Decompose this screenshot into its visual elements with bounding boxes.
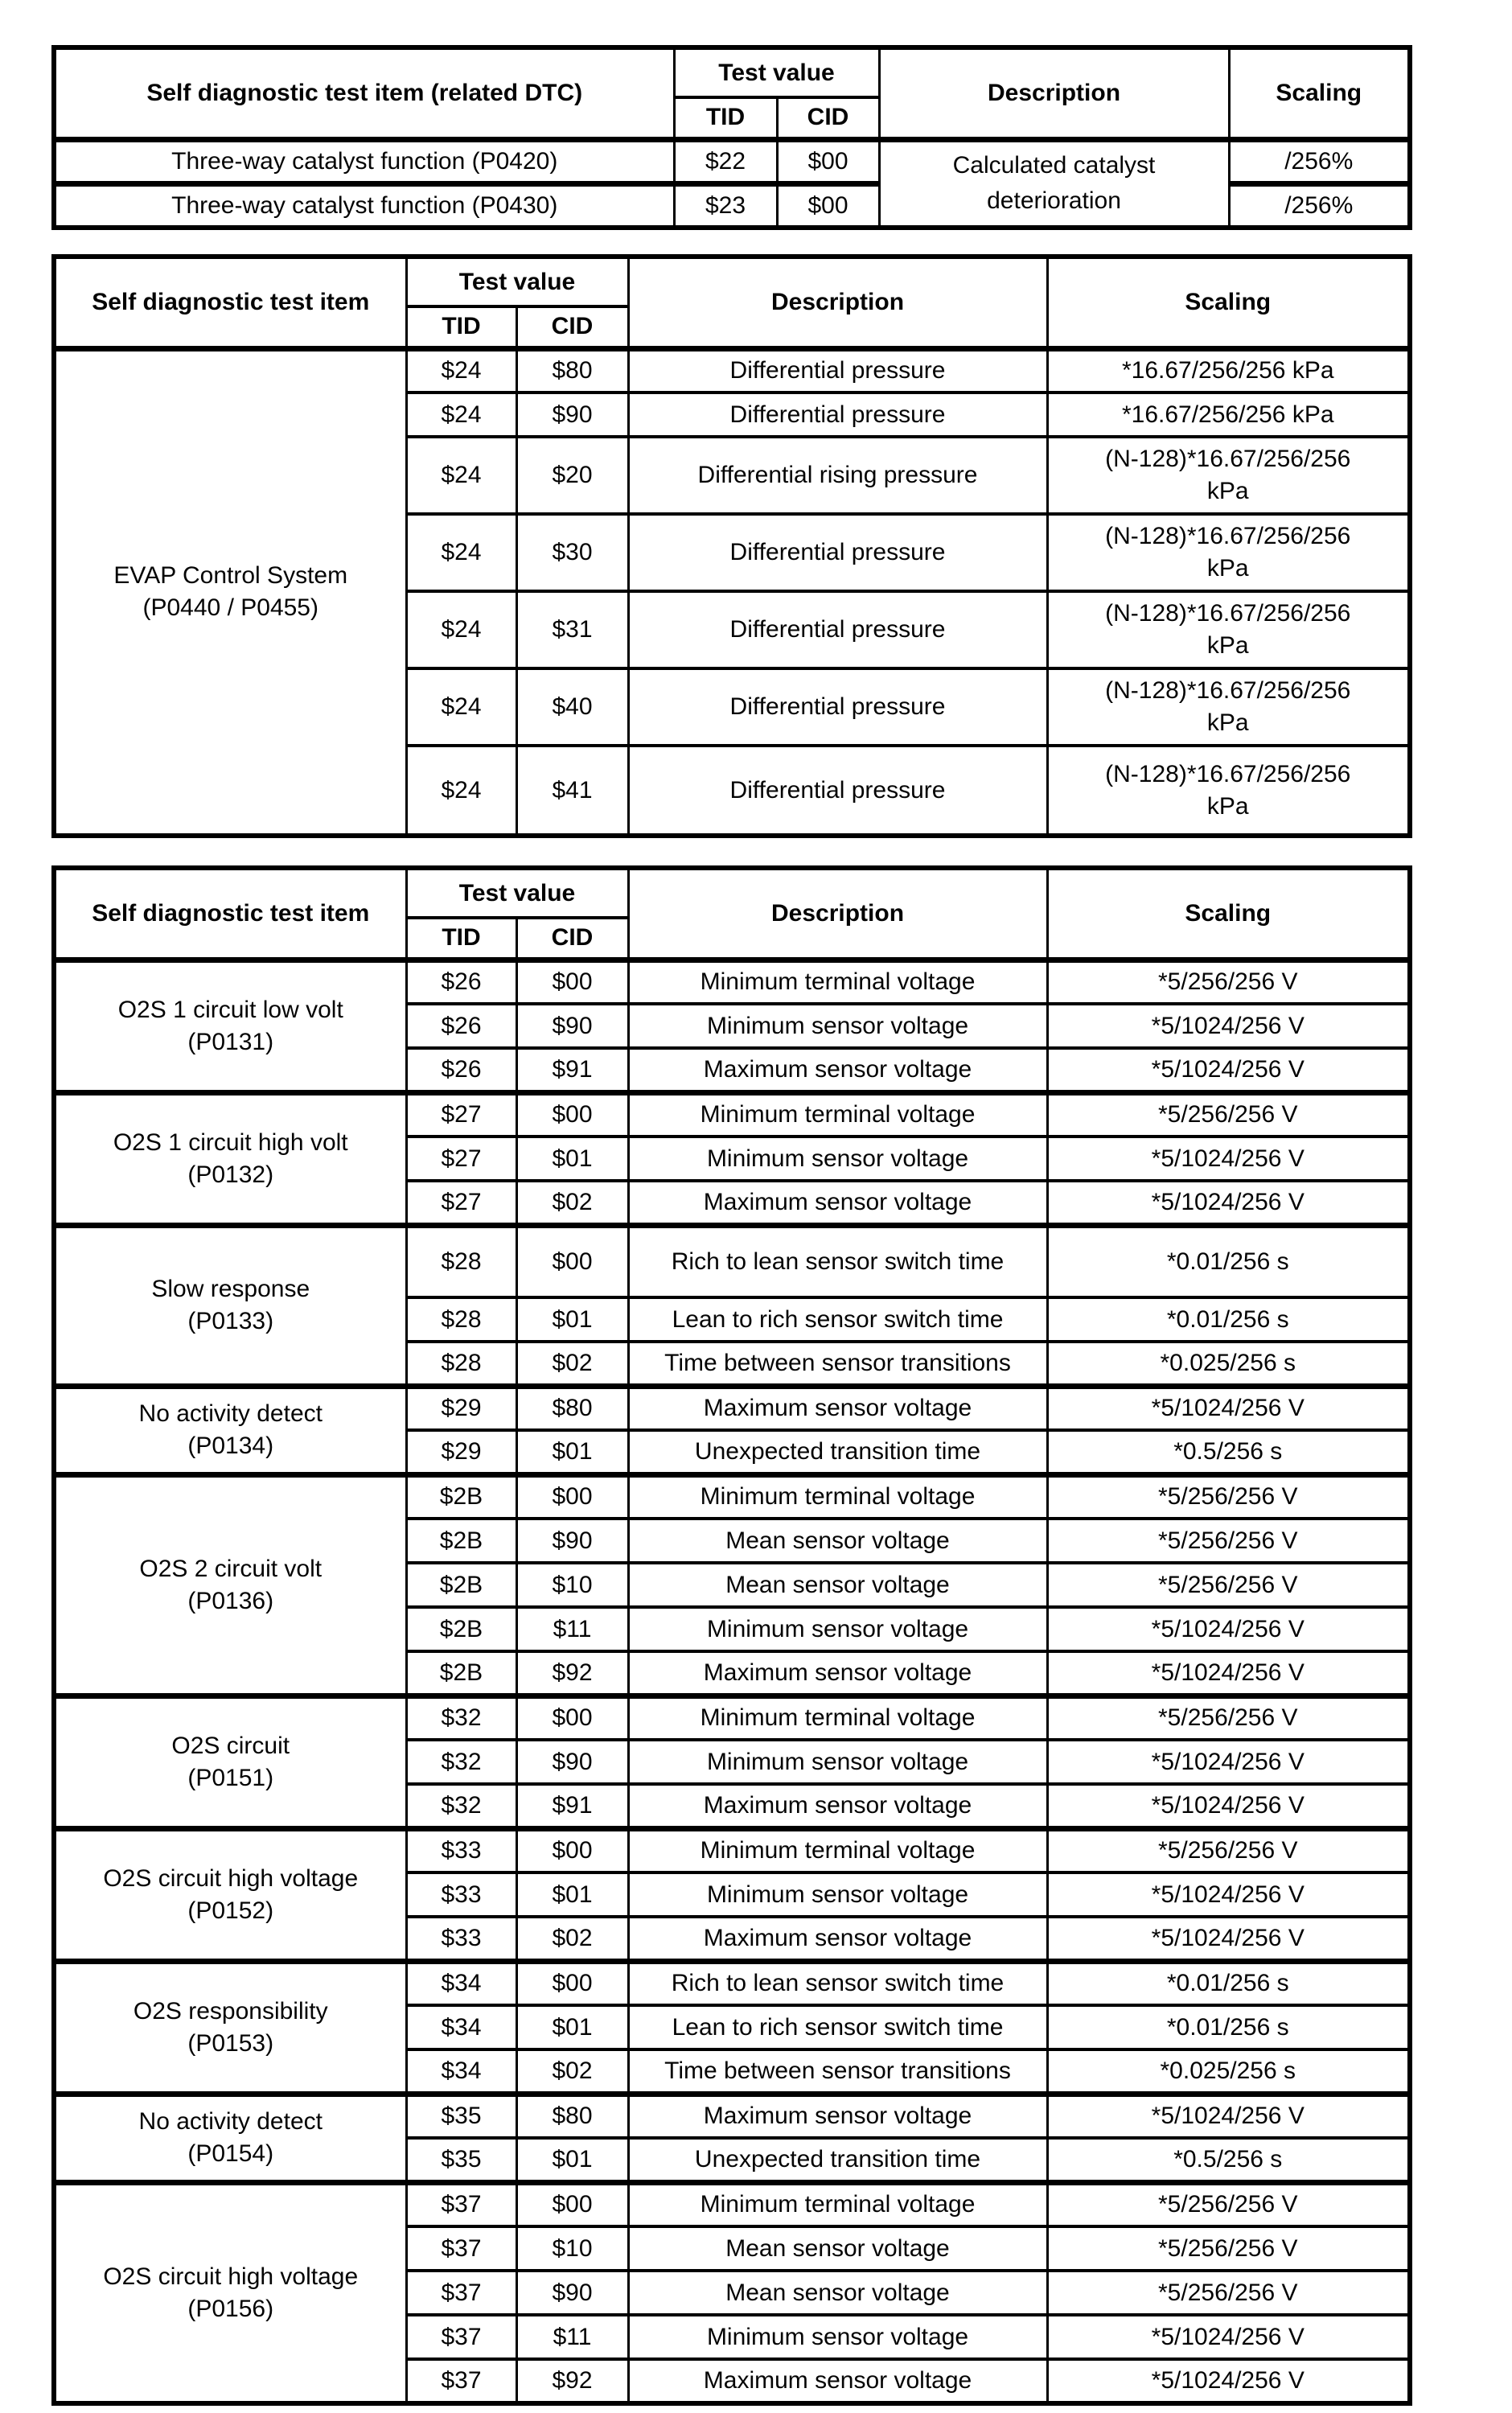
description-cell: Differential pressure [628, 393, 1047, 437]
table-row [54, 1696, 1410, 1740]
tid-cell: $2B [406, 1651, 516, 1696]
cid-cell: $90 [516, 393, 628, 437]
tid-cell: $37 [406, 2226, 516, 2271]
tid-cell: $29 [406, 1386, 516, 1430]
scaling-cell: *0.01/256 s [1047, 1297, 1410, 1342]
cid-cell: $00 [516, 1225, 628, 1297]
item-cell: O2S circuit high voltage (P0152) [54, 1828, 406, 1961]
table-row [54, 960, 1410, 1004]
tid-cell: $26 [406, 960, 516, 1004]
item-cell: O2S 2 circuit volt (P0136) [54, 1474, 406, 1696]
cid-cell: $00 [777, 183, 879, 228]
tid-cell: $23 [674, 183, 777, 228]
description-cell: Differential pressure [628, 591, 1047, 668]
column-header-tid: TID [406, 306, 516, 348]
description-cell: Maximum sensor voltage [628, 1651, 1047, 1696]
cid-cell: $90 [516, 1519, 628, 1563]
scaling-cell: *5/256/256 V [1047, 2226, 1410, 2271]
scaling-cell: /256% [1229, 183, 1410, 228]
table-row [54, 1386, 1410, 1430]
tid-cell: $37 [406, 2359, 516, 2403]
tid-cell: $24 [406, 668, 516, 746]
scaling-cell: (N-128)*16.67/256/256 kPa [1047, 591, 1410, 668]
scaling-cell: *5/256/256 V [1047, 1696, 1410, 1740]
column-header-description: Description [879, 47, 1229, 139]
scaling-cell: *5/1024/256 V [1047, 1872, 1410, 1917]
scaling-cell: *5/1024/256 V [1047, 1386, 1410, 1430]
tid-cell: $28 [406, 1342, 516, 1386]
column-header-description: Description [628, 868, 1047, 960]
cid-cell: $30 [516, 514, 628, 591]
table-row [54, 139, 1410, 183]
description-cell: Minimum sensor voltage [628, 1872, 1047, 1917]
cid-cell: $31 [516, 591, 628, 668]
description-cell: Maximum sensor voltage [628, 1181, 1047, 1225]
item-cell: EVAP Control System (P0440 / P0455) [54, 348, 406, 836]
description-cell: Mean sensor voltage [628, 2271, 1047, 2315]
scaling-cell: *0.01/256 s [1047, 1225, 1410, 1297]
scaling-cell: *0.025/256 s [1047, 2049, 1410, 2094]
cid-cell: $00 [516, 1696, 628, 1740]
description-cell: Maximum sensor voltage [628, 2359, 1047, 2403]
description-cell: Minimum sensor voltage [628, 1137, 1047, 1181]
description-cell: Mean sensor voltage [628, 1563, 1047, 1607]
cid-cell: $40 [516, 668, 628, 746]
column-header-test-value: Test value [406, 868, 628, 918]
tid-cell: $24 [406, 591, 516, 668]
tid-cell: $26 [406, 1004, 516, 1048]
tid-cell: $29 [406, 1430, 516, 1474]
cid-cell: $01 [516, 1430, 628, 1474]
description-cell: Rich to lean sensor switch time [628, 1225, 1047, 1297]
cid-cell: $01 [516, 1872, 628, 1917]
description-cell: Unexpected transition time [628, 2138, 1047, 2182]
header-row [54, 868, 1410, 918]
description-cell: Minimum terminal voltage [628, 1828, 1047, 1872]
description-cell: Minimum terminal voltage [628, 1474, 1047, 1519]
cid-cell: $20 [516, 437, 628, 514]
description-cell: Mean sensor voltage [628, 2226, 1047, 2271]
tid-cell: $34 [406, 2049, 516, 2094]
cid-cell: $10 [516, 1563, 628, 1607]
column-header-description: Description [628, 257, 1047, 348]
table-row [54, 1474, 1410, 1519]
tid-cell: $24 [406, 746, 516, 836]
column-header-cid: CID [777, 97, 879, 139]
description-cell: Minimum sensor voltage [628, 1004, 1047, 1048]
item-cell: O2S responsibility (P0153) [54, 1961, 406, 2094]
description-cell: Minimum sensor voltage [628, 1607, 1047, 1651]
tid-cell: $33 [406, 1828, 516, 1872]
scaling-cell: *5/256/256 V [1047, 1519, 1410, 1563]
tid-cell: $24 [406, 514, 516, 591]
tid-cell: $37 [406, 2182, 516, 2226]
cid-cell: $80 [516, 2094, 628, 2138]
scaling-cell: *5/1024/256 V [1047, 2359, 1410, 2403]
table-row [54, 1828, 1410, 1872]
scaling-cell: *5/256/256 V [1047, 2271, 1410, 2315]
description-cell: Differential rising pressure [628, 437, 1047, 514]
table-row [54, 2182, 1410, 2226]
scaling-cell: *5/256/256 V [1047, 960, 1410, 1004]
tid-cell: $28 [406, 1297, 516, 1342]
cid-cell: $01 [516, 1297, 628, 1342]
item-cell: O2S 1 circuit high volt (P0132) [54, 1092, 406, 1225]
item-cell: No activity detect (P0134) [54, 1386, 406, 1474]
item-cell: No activity detect (P0154) [54, 2094, 406, 2182]
scaling-cell: *5/1024/256 V [1047, 1048, 1410, 1092]
diagnostic-tables-container [0, 45, 1512, 2406]
tid-cell: $33 [406, 1872, 516, 1917]
scaling-cell: *0.01/256 s [1047, 1961, 1410, 2005]
tid-cell: $2B [406, 1519, 516, 1563]
tid-cell: $34 [406, 1961, 516, 2005]
description-cell: Unexpected transition time [628, 1430, 1047, 1474]
description-cell: Maximum sensor voltage [628, 1386, 1047, 1430]
cid-cell: $00 [516, 1961, 628, 2005]
description-cell: Minimum terminal voltage [628, 2182, 1047, 2226]
cid-cell: $00 [516, 1828, 628, 1872]
scaling-cell: *5/256/256 V [1047, 1092, 1410, 1137]
item-cell: Three-way catalyst function (P0430) [54, 183, 674, 228]
cid-cell: $02 [516, 1342, 628, 1386]
cid-cell: $41 [516, 746, 628, 836]
description-cell: Maximum sensor voltage [628, 1048, 1047, 1092]
scaling-cell: *5/1024/256 V [1047, 1784, 1410, 1828]
column-header-scaling: Scaling [1047, 868, 1410, 960]
cid-cell: $92 [516, 2359, 628, 2403]
tid-cell: $24 [406, 393, 516, 437]
scaling-cell: (N-128)*16.67/256/256 kPa [1047, 746, 1410, 836]
scaling-cell: *0.5/256 s [1047, 1430, 1410, 1474]
cid-cell: $01 [516, 2138, 628, 2182]
table-row [54, 1092, 1410, 1137]
description-cell: Maximum sensor voltage [628, 2094, 1047, 2138]
scaling-cell: (N-128)*16.67/256/256 kPa [1047, 514, 1410, 591]
cid-cell: $00 [516, 1092, 628, 1137]
scaling-cell: *5/1024/256 V [1047, 2094, 1410, 2138]
cid-cell: $00 [516, 2182, 628, 2226]
tid-cell: $35 [406, 2138, 516, 2182]
tid-cell: $22 [674, 139, 777, 183]
item-cell: O2S 1 circuit low volt (P0131) [54, 960, 406, 1092]
column-header-item: Self diagnostic test item (related DTC) [54, 47, 674, 139]
description-cell: Minimum terminal voltage [628, 960, 1047, 1004]
description-cell: Lean to rich sensor switch time [628, 2005, 1047, 2049]
scaling-cell: (N-128)*16.67/256/256 kPa [1047, 668, 1410, 746]
scaling-cell: *5/1024/256 V [1047, 1181, 1410, 1225]
tid-cell: $32 [406, 1784, 516, 1828]
tid-cell: $37 [406, 2271, 516, 2315]
description-cell: Differential pressure [628, 746, 1047, 836]
cid-cell: $92 [516, 1651, 628, 1696]
cid-cell: $00 [516, 1474, 628, 1519]
scaling-cell: *5/1024/256 V [1047, 1651, 1410, 1696]
tid-cell: $24 [406, 437, 516, 514]
scaling-cell: /256% [1229, 139, 1410, 183]
cid-cell: $11 [516, 2315, 628, 2359]
item-cell: O2S circuit (P0151) [54, 1696, 406, 1828]
description-cell: Minimum sensor voltage [628, 2315, 1047, 2359]
description-cell: Minimum terminal voltage [628, 1696, 1047, 1740]
scaling-cell: *5/1024/256 V [1047, 1137, 1410, 1181]
scaling-cell: (N-128)*16.67/256/256 kPa [1047, 437, 1410, 514]
column-header-tid: TID [406, 918, 516, 960]
scaling-cell: *5/1024/256 V [1047, 1917, 1410, 1961]
tid-cell: $37 [406, 2315, 516, 2359]
tid-cell: $33 [406, 1917, 516, 1961]
description-cell: Calculated catalyst deterioration [879, 139, 1229, 228]
column-header-cid: CID [516, 918, 628, 960]
scaling-cell: *16.67/256/256 kPa [1047, 393, 1410, 437]
description-cell: Rich to lean sensor switch time [628, 1961, 1047, 2005]
cid-cell: $91 [516, 1048, 628, 1092]
evap-control-table [51, 254, 1412, 838]
column-header-item: Self diagnostic test item [54, 868, 406, 960]
header-row [54, 257, 1410, 306]
description-cell: Time between sensor transitions [628, 1342, 1047, 1386]
header-row [54, 47, 1410, 97]
cid-cell: $02 [516, 2049, 628, 2094]
cid-cell: $90 [516, 2271, 628, 2315]
scaling-cell: *5/256/256 V [1047, 1563, 1410, 1607]
description-cell: Minimum terminal voltage [628, 1092, 1047, 1137]
description-cell: Time between sensor transitions [628, 2049, 1047, 2094]
catalyst-function-table [51, 45, 1412, 230]
cid-cell: $01 [516, 2005, 628, 2049]
table-row [54, 348, 1410, 393]
description-cell: Mean sensor voltage [628, 1519, 1047, 1563]
scaling-cell: *5/256/256 V [1047, 1474, 1410, 1519]
tid-cell: $2B [406, 1474, 516, 1519]
column-header-cid: CID [516, 306, 628, 348]
item-cell: O2S circuit high voltage (P0156) [54, 2182, 406, 2403]
tid-cell: $35 [406, 2094, 516, 2138]
column-header-test-value: Test value [674, 47, 879, 97]
scaling-cell: *5/256/256 V [1047, 1828, 1410, 1872]
cid-cell: $80 [516, 1386, 628, 1430]
cid-cell: $02 [516, 1181, 628, 1225]
cid-cell: $10 [516, 2226, 628, 2271]
table-row [54, 1225, 1410, 1297]
cid-cell: $80 [516, 348, 628, 393]
scaling-cell: *0.5/256 s [1047, 2138, 1410, 2182]
o2s-table [51, 865, 1412, 2406]
description-cell: Differential pressure [628, 348, 1047, 393]
tid-cell: $2B [406, 1607, 516, 1651]
scaling-cell: *16.67/256/256 kPa [1047, 348, 1410, 393]
cid-cell: $02 [516, 1917, 628, 1961]
description-cell: Differential pressure [628, 668, 1047, 746]
table-row [54, 1961, 1410, 2005]
description-cell: Maximum sensor voltage [628, 1917, 1047, 1961]
tid-cell: $27 [406, 1092, 516, 1137]
cid-cell: $01 [516, 1137, 628, 1181]
tid-cell: $27 [406, 1181, 516, 1225]
cid-cell: $90 [516, 1004, 628, 1048]
cid-cell: $00 [516, 960, 628, 1004]
scaling-cell: *5/1024/256 V [1047, 1004, 1410, 1048]
tid-cell: $24 [406, 348, 516, 393]
description-cell: Lean to rich sensor switch time [628, 1297, 1047, 1342]
description-cell: Differential pressure [628, 514, 1047, 591]
tid-cell: $2B [406, 1563, 516, 1607]
column-header-scaling: Scaling [1047, 257, 1410, 348]
item-cell: Three-way catalyst function (P0420) [54, 139, 674, 183]
tid-cell: $32 [406, 1696, 516, 1740]
column-header-tid: TID [674, 97, 777, 139]
tid-cell: $27 [406, 1137, 516, 1181]
item-cell: Slow response (P0133) [54, 1225, 406, 1386]
scaling-cell: *5/1024/256 V [1047, 1740, 1410, 1784]
tid-cell: $34 [406, 2005, 516, 2049]
tid-cell: $32 [406, 1740, 516, 1784]
column-header-item: Self diagnostic test item [54, 257, 406, 348]
description-cell: Minimum sensor voltage [628, 1740, 1047, 1784]
tid-cell: $26 [406, 1048, 516, 1092]
scaling-cell: *5/1024/256 V [1047, 1607, 1410, 1651]
scaling-cell: *0.01/256 s [1047, 2005, 1410, 2049]
scaling-cell: *5/256/256 V [1047, 2182, 1410, 2226]
cid-cell: $00 [777, 139, 879, 183]
tid-cell: $28 [406, 1225, 516, 1297]
scaling-cell: *5/1024/256 V [1047, 2315, 1410, 2359]
cid-cell: $90 [516, 1740, 628, 1784]
column-header-scaling: Scaling [1229, 47, 1410, 139]
description-cell: Maximum sensor voltage [628, 1784, 1047, 1828]
table-row [54, 2094, 1410, 2138]
scaling-cell: *0.025/256 s [1047, 1342, 1410, 1386]
cid-cell: $91 [516, 1784, 628, 1828]
cid-cell: $11 [516, 1607, 628, 1651]
column-header-test-value: Test value [406, 257, 628, 306]
